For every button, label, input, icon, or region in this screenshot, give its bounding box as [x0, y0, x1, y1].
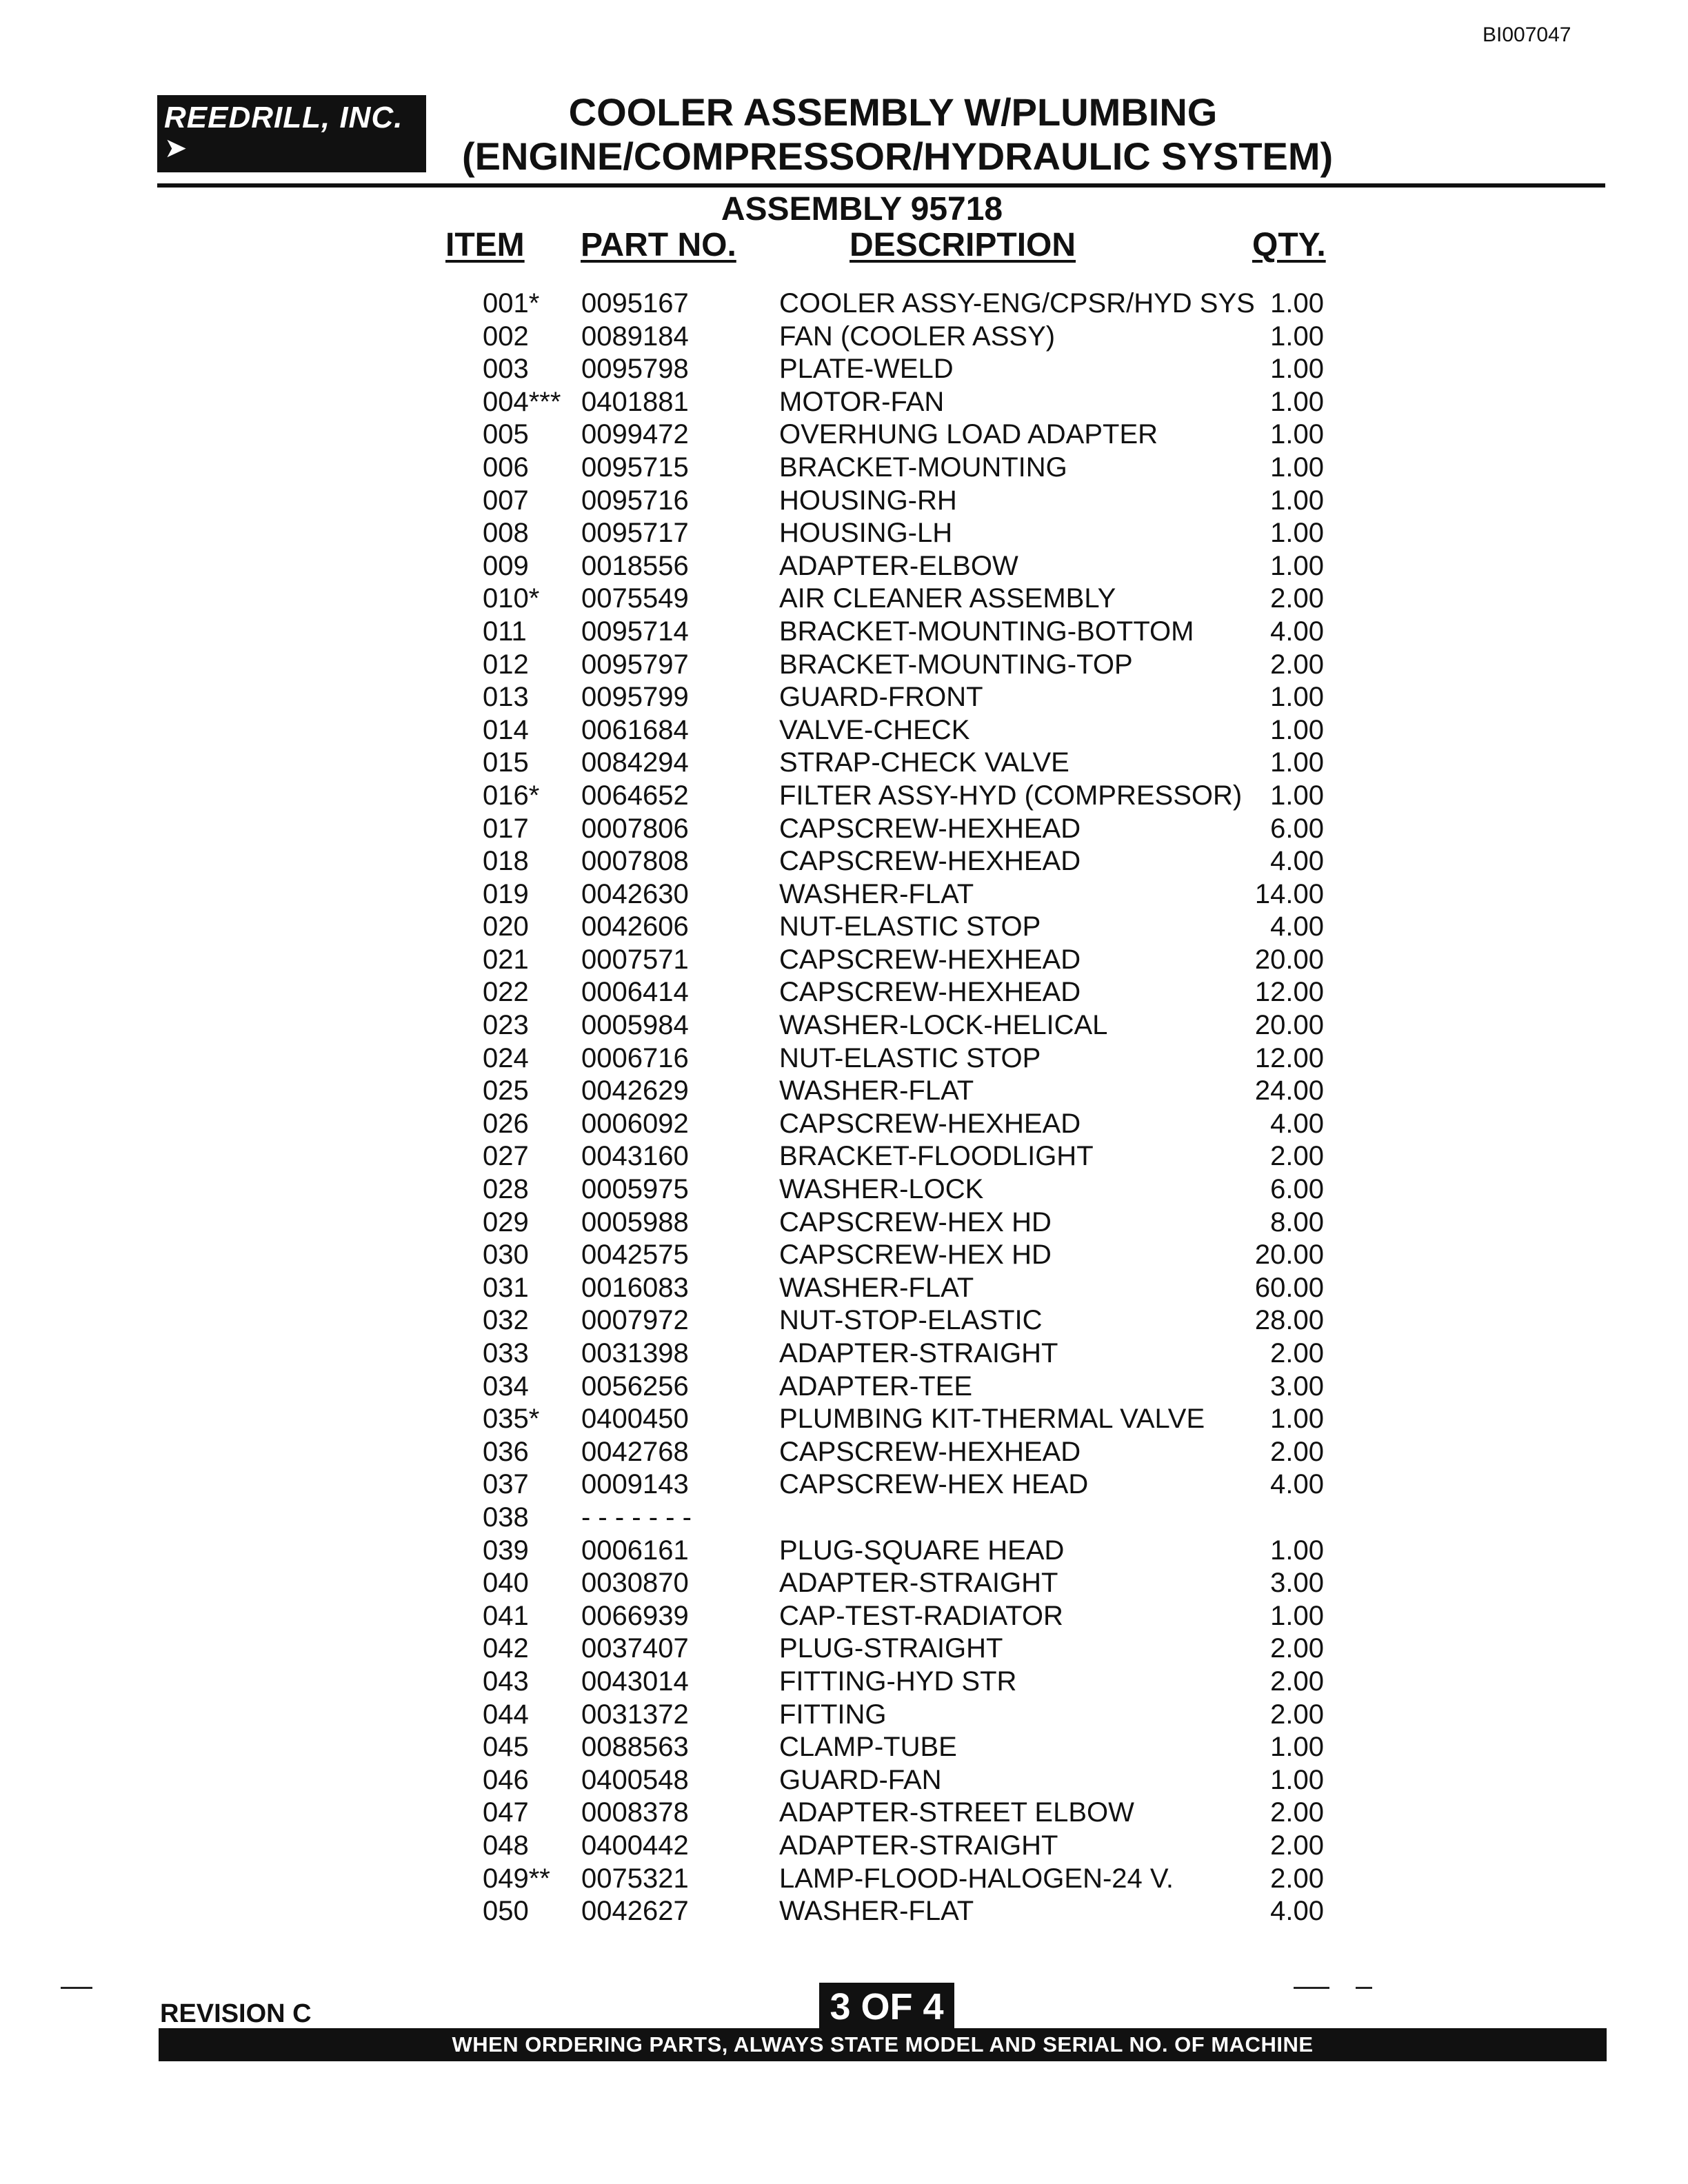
part-number: 0042629: [581, 1075, 689, 1106]
table-row: [0, 616, 1688, 649]
part-description: CAPSCREW-HEX HD: [779, 1206, 1052, 1237]
part-description: STRAP-CHECK VALVE: [779, 747, 1069, 778]
item-number: 020: [483, 911, 529, 942]
page-indicator: 3 OF 4: [819, 1983, 954, 2031]
item-number: 008: [483, 518, 529, 549]
part-number: 0401881: [581, 386, 689, 417]
part-description: FILTER ASSY-HYD (COMPRESSOR): [779, 780, 1243, 811]
part-description: GUARD-FRONT: [779, 682, 983, 713]
table-row: [0, 1765, 1688, 1798]
part-number: 0095167: [581, 288, 689, 318]
quantity: 1.00: [1270, 288, 1324, 318]
item-number: 027: [483, 1141, 529, 1172]
table-row: [0, 452, 1688, 485]
part-description: NUT-STOP-ELASTIC: [779, 1305, 1043, 1336]
part-number: 0095797: [581, 649, 689, 680]
table-row: [0, 682, 1688, 715]
part-description: PLATE-WELD: [779, 354, 954, 385]
column-header-part-no: PART NO.: [581, 227, 736, 263]
table-row: [0, 747, 1688, 780]
table-row: [0, 846, 1688, 879]
item-number: 049**: [483, 1863, 550, 1894]
item-number: 029: [483, 1206, 529, 1237]
quantity: 2.00: [1270, 1633, 1324, 1664]
quantity: 1.00: [1270, 1600, 1324, 1631]
quantity: 1.00: [1270, 321, 1324, 352]
quantity: 3.00: [1270, 1371, 1324, 1402]
table-row: [0, 1896, 1688, 1929]
quantity: 1.00: [1270, 452, 1324, 483]
part-number: 0005984: [581, 1010, 689, 1041]
part-number: 0095799: [581, 682, 689, 713]
item-number: 003: [483, 354, 529, 385]
quantity: 3.00: [1270, 1568, 1324, 1599]
table-row: [0, 1797, 1688, 1830]
quantity: 2.00: [1270, 1699, 1324, 1730]
part-number: 0007808: [581, 846, 689, 877]
table-row: [0, 715, 1688, 748]
quantity: 2.00: [1270, 1141, 1324, 1172]
part-description: CAP-TEST-RADIATOR: [779, 1600, 1063, 1631]
part-number: 0095798: [581, 354, 689, 385]
part-description: ADAPTER-STRAIGHT: [779, 1338, 1058, 1368]
part-number: 0006161: [581, 1535, 689, 1566]
part-description: PLUMBING KIT-THERMAL VALVE: [779, 1404, 1205, 1435]
quantity: 14.00: [1254, 878, 1324, 909]
part-number: 0043014: [581, 1666, 689, 1697]
quantity: 6.00: [1270, 813, 1324, 844]
item-number: 005: [483, 419, 529, 450]
table-row: [0, 288, 1688, 321]
part-number: 0400442: [581, 1830, 689, 1861]
part-number: 0007972: [581, 1305, 689, 1336]
part-description: LAMP-FLOOD-HALOGEN-24 V.: [779, 1863, 1174, 1894]
table-row: [0, 419, 1688, 452]
part-description: WASHER-FLAT: [779, 878, 974, 909]
part-number: 0042768: [581, 1436, 689, 1467]
table-row: [0, 1207, 1688, 1240]
item-number: 039: [483, 1535, 529, 1566]
table-row: [0, 354, 1688, 387]
part-description: HOUSING-LH: [779, 518, 953, 549]
part-description: MOTOR-FAN: [779, 386, 945, 417]
item-number: 002: [483, 321, 529, 352]
logo-text: REEDRILL, INC.: [164, 101, 403, 134]
item-number: 034: [483, 1371, 529, 1402]
part-number: 0075549: [581, 583, 689, 614]
table-row: [0, 1371, 1688, 1404]
quantity: 20.00: [1254, 1240, 1324, 1271]
part-description: PLUG-SQUARE HEAD: [779, 1535, 1065, 1566]
quantity: 1.00: [1270, 354, 1324, 385]
quantity: 12.00: [1254, 1042, 1324, 1073]
table-row: [0, 977, 1688, 1010]
part-description: CAPSCREW-HEX HD: [779, 1240, 1052, 1271]
part-description: PLUG-STRAIGHT: [779, 1633, 1003, 1664]
part-description: WASHER-LOCK-HELICAL: [779, 1010, 1108, 1041]
item-number: 033: [483, 1338, 529, 1368]
item-number: 031: [483, 1272, 529, 1303]
quantity: 2.00: [1270, 1863, 1324, 1894]
quantity: 2.00: [1270, 1830, 1324, 1861]
part-number: 0008378: [581, 1797, 689, 1828]
scan-mark: [1294, 1987, 1329, 1989]
table-row: [0, 1535, 1688, 1568]
item-number: 037: [483, 1469, 529, 1500]
column-header-qty: QTY.: [1252, 227, 1326, 263]
part-description: BRACKET-MOUNTING: [779, 452, 1067, 483]
part-number: 0009143: [581, 1469, 689, 1500]
item-number: 040: [483, 1568, 529, 1599]
part-number: 0006716: [581, 1042, 689, 1073]
table-row: [0, 551, 1688, 584]
item-number: 050: [483, 1896, 529, 1927]
page-title-line2: (ENGINE/COMPRESSOR/HYDRAULIC SYSTEM): [462, 134, 1334, 178]
item-number: 047: [483, 1797, 529, 1828]
quantity: 28.00: [1254, 1305, 1324, 1336]
table-row: [0, 321, 1688, 354]
item-number: 018: [483, 846, 529, 877]
part-description: CLAMP-TUBE: [779, 1732, 957, 1763]
item-number: 035*: [483, 1404, 540, 1435]
part-number: 0095716: [581, 485, 689, 516]
part-number: 0006092: [581, 1108, 689, 1139]
part-description: BRACKET-FLOODLIGHT: [779, 1141, 1094, 1172]
item-number: 014: [483, 714, 529, 745]
table-row: [0, 485, 1688, 518]
part-number: 0075321: [581, 1863, 689, 1894]
quantity: 2.00: [1270, 1797, 1324, 1828]
part-description: BRACKET-MOUNTING-TOP: [779, 649, 1133, 680]
table-row: [0, 387, 1688, 420]
item-number: 045: [483, 1732, 529, 1763]
part-number: 0095715: [581, 452, 689, 483]
table-row: [0, 1568, 1688, 1601]
item-number: 025: [483, 1075, 529, 1106]
part-number: 0400450: [581, 1404, 689, 1435]
part-description: OVERHUNG LOAD ADAPTER: [779, 419, 1158, 450]
part-number: 0042575: [581, 1240, 689, 1271]
scan-mark: [1356, 1987, 1372, 1989]
part-number: 0005975: [581, 1174, 689, 1205]
item-number: 022: [483, 977, 529, 1008]
part-description: ADAPTER-TEE: [779, 1371, 973, 1402]
item-number: 038: [483, 1502, 529, 1533]
quantity: 4.00: [1270, 846, 1324, 877]
table-row: [0, 911, 1688, 944]
quantity: 6.00: [1270, 1174, 1324, 1205]
quantity: 4.00: [1270, 616, 1324, 647]
item-number: 012: [483, 649, 529, 680]
item-number: 007: [483, 485, 529, 516]
quantity: 2.00: [1270, 1338, 1324, 1368]
quantity: 1.00: [1270, 780, 1324, 811]
part-number: 0066939: [581, 1600, 689, 1631]
item-number: 021: [483, 944, 529, 975]
quantity: 1.00: [1270, 1764, 1324, 1795]
table-row: [0, 1404, 1688, 1437]
table-row: [0, 944, 1688, 978]
table-row: [0, 813, 1688, 847]
part-description: NUT-ELASTIC STOP: [779, 911, 1041, 942]
table-row: [0, 1732, 1688, 1765]
table-row: [0, 1633, 1688, 1666]
item-number: 010*: [483, 583, 540, 614]
table-row: [0, 1109, 1688, 1142]
part-description: AIR CLEANER ASSEMBLY: [779, 583, 1116, 614]
drill-icon: ➤: [164, 133, 188, 163]
part-description: ADAPTER-ELBOW: [779, 550, 1018, 581]
part-number: 0042630: [581, 878, 689, 909]
item-number: 042: [483, 1633, 529, 1664]
part-number: 0007806: [581, 813, 689, 844]
part-description: CAPSCREW-HEXHEAD: [779, 1108, 1081, 1139]
quantity: 4.00: [1270, 1469, 1324, 1500]
part-description: HOUSING-RH: [779, 485, 957, 516]
quantity: 4.00: [1270, 1108, 1324, 1139]
item-number: 023: [483, 1010, 529, 1041]
part-description: CAPSCREW-HEXHEAD: [779, 977, 1081, 1008]
header-divider: [157, 183, 1605, 188]
part-number: 0037407: [581, 1633, 689, 1664]
part-number: 0064652: [581, 780, 689, 811]
part-description: WASHER-LOCK: [779, 1174, 984, 1205]
table-row: [0, 1240, 1688, 1273]
part-description: BRACKET-MOUNTING-BOTTOM: [779, 616, 1194, 647]
item-number: 043: [483, 1666, 529, 1697]
part-description: CAPSCREW-HEXHEAD: [779, 813, 1081, 844]
part-description: WASHER-FLAT: [779, 1075, 974, 1106]
part-description: FITTING-HYD STR: [779, 1666, 1017, 1697]
company-logo: [157, 95, 426, 172]
quantity: 8.00: [1270, 1206, 1324, 1237]
item-number: 032: [483, 1305, 529, 1336]
table-row: [0, 1174, 1688, 1207]
quantity: 1.00: [1270, 747, 1324, 778]
part-number: 0042627: [581, 1896, 689, 1927]
part-description: ADAPTER-STRAIGHT: [779, 1568, 1058, 1599]
table-row: [0, 1469, 1688, 1502]
part-number: 0031372: [581, 1699, 689, 1730]
quantity: 1.00: [1270, 485, 1324, 516]
part-number: 0088563: [581, 1732, 689, 1763]
quantity: 12.00: [1254, 977, 1324, 1008]
part-description: WASHER-FLAT: [779, 1896, 974, 1927]
assembly-number: ASSEMBLY 95718: [721, 191, 1003, 228]
item-number: 004***: [483, 386, 561, 417]
page-title-line1: COOLER ASSEMBLY W/PLUMBING: [568, 90, 1218, 134]
quantity: 1.00: [1270, 550, 1324, 581]
part-description: NUT-ELASTIC STOP: [779, 1042, 1041, 1073]
part-number: 0030870: [581, 1568, 689, 1599]
part-description: CAPSCREW-HEXHEAD: [779, 944, 1081, 975]
table-row: [0, 1338, 1688, 1371]
quantity: 4.00: [1270, 1896, 1324, 1927]
table-row: [0, 1601, 1688, 1634]
quantity: 1.00: [1270, 682, 1324, 713]
item-number: 001*: [483, 288, 540, 318]
part-number: 0089184: [581, 321, 689, 352]
item-number: 017: [483, 813, 529, 844]
table-row: [0, 1699, 1688, 1732]
part-number: 0018556: [581, 550, 689, 581]
part-number: - - - - - - -: [581, 1502, 692, 1533]
parts-list: [0, 288, 1688, 1929]
table-row: [0, 1043, 1688, 1076]
table-row: [0, 1666, 1688, 1699]
part-number: 0005988: [581, 1206, 689, 1237]
quantity: 20.00: [1254, 944, 1324, 975]
part-number: 0006414: [581, 977, 689, 1008]
table-row: [0, 780, 1688, 813]
quantity: 1.00: [1270, 1404, 1324, 1435]
table-row: [0, 1141, 1688, 1174]
part-number: 0042606: [581, 911, 689, 942]
scan-mark: [61, 1987, 92, 1989]
part-number: 0007571: [581, 944, 689, 975]
table-row: [0, 518, 1688, 551]
item-number: 016*: [483, 780, 540, 811]
table-row: [0, 649, 1688, 682]
item-number: 046: [483, 1764, 529, 1795]
part-number: 0016083: [581, 1272, 689, 1303]
part-description: FITTING: [779, 1699, 887, 1730]
item-number: 009: [483, 550, 529, 581]
table-row: [0, 1437, 1688, 1470]
table-row: [0, 1830, 1688, 1863]
part-description: WASHER-FLAT: [779, 1272, 974, 1303]
column-header-description: DESCRIPTION: [850, 227, 1076, 263]
item-number: 013: [483, 682, 529, 713]
part-description: CAPSCREW-HEXHEAD: [779, 846, 1081, 877]
table-row: [0, 1502, 1688, 1535]
item-number: 019: [483, 878, 529, 909]
table-row: [0, 1863, 1688, 1897]
table-row: [0, 1075, 1688, 1109]
document-id: BI007047: [1483, 23, 1571, 46]
part-number: 0099472: [581, 419, 689, 450]
quantity: 60.00: [1254, 1272, 1324, 1303]
quantity: 1.00: [1270, 518, 1324, 549]
part-description: VALVE-CHECK: [779, 714, 970, 745]
item-number: 028: [483, 1174, 529, 1205]
table-row: [0, 1273, 1688, 1306]
item-number: 011: [483, 616, 527, 647]
table-row: [0, 879, 1688, 912]
part-number: 0031398: [581, 1338, 689, 1368]
quantity: 1.00: [1270, 1732, 1324, 1763]
revision-label: REVISION C: [160, 1999, 312, 2028]
part-number: 0084294: [581, 747, 689, 778]
quantity: 1.00: [1270, 714, 1324, 745]
part-description: FAN (COOLER ASSY): [779, 321, 1056, 352]
quantity: 2.00: [1270, 649, 1324, 680]
item-number: 015: [483, 747, 529, 778]
part-number: 0043160: [581, 1141, 689, 1172]
part-number: 0061684: [581, 714, 689, 745]
quantity: 1.00: [1270, 1535, 1324, 1566]
item-number: 041: [483, 1600, 529, 1631]
part-number: 0400548: [581, 1764, 689, 1795]
item-number: 026: [483, 1108, 529, 1139]
item-number: 044: [483, 1699, 529, 1730]
item-number: 024: [483, 1042, 529, 1073]
part-description: COOLER ASSY-ENG/CPSR/HYD SYS: [779, 288, 1255, 318]
part-number: 0095714: [581, 616, 689, 647]
part-description: GUARD-FAN: [779, 1764, 942, 1795]
quantity: 4.00: [1270, 911, 1324, 942]
part-description: ADAPTER-STREET ELBOW: [779, 1797, 1134, 1828]
part-number: 0056256: [581, 1371, 689, 1402]
ordering-notice: WHEN ORDERING PARTS, ALWAYS STATE MODEL AND SERIAL NO. OF MACHINE: [159, 2028, 1607, 2061]
table-row: [0, 1010, 1688, 1043]
quantity: 20.00: [1254, 1010, 1324, 1041]
quantity: 2.00: [1270, 1666, 1324, 1697]
item-number: 030: [483, 1240, 529, 1271]
quantity: 2.00: [1270, 583, 1324, 614]
quantity: 1.00: [1270, 419, 1324, 450]
item-number: 048: [483, 1830, 529, 1861]
item-number: 006: [483, 452, 529, 483]
quantity: 24.00: [1254, 1075, 1324, 1106]
table-row: [0, 583, 1688, 616]
item-number: 036: [483, 1436, 529, 1467]
part-description: CAPSCREW-HEX HEAD: [779, 1469, 1089, 1500]
column-header-item: ITEM: [445, 227, 525, 263]
part-number: 0095717: [581, 518, 689, 549]
quantity: 2.00: [1270, 1436, 1324, 1467]
part-description: ADAPTER-STRAIGHT: [779, 1830, 1058, 1861]
quantity: 1.00: [1270, 386, 1324, 417]
part-description: CAPSCREW-HEXHEAD: [779, 1436, 1081, 1467]
table-row: [0, 1305, 1688, 1338]
